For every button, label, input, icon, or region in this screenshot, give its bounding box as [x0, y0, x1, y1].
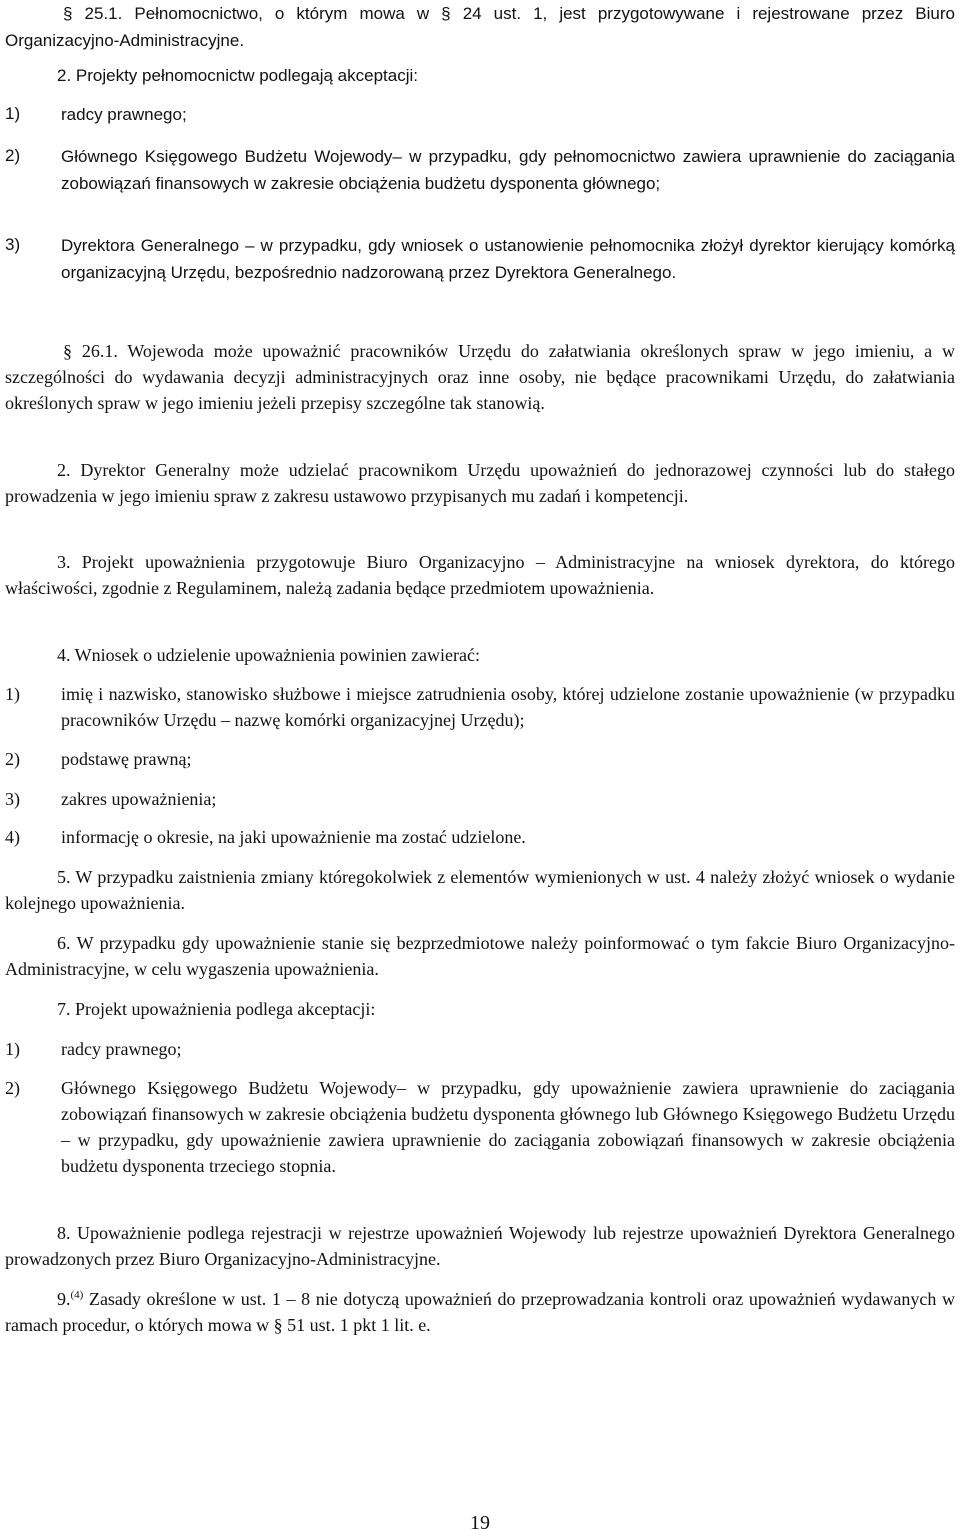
- list-item: 4) informację o okresie, na jaki upoważnienie ma zostać udzielone.: [5, 827, 526, 847]
- paragraph-26-6: 6. W przypadku gdy upoważnienie stanie się bezprzedmiotowe należy poinformować o tym fakcie Biuro Organizacyjno-Administracyjne, w celu wygaszenia upoważnienia.: [5, 933, 955, 979]
- footnote-marker: (4): [70, 1289, 84, 1301]
- paragraph-26-2: 2. Dyrektor Generalny może udzielać pracownikom Urzędu upoważnień do jednorazowej czynności lub do stałego prowadzenia w jego imieniu spraw z zakresu ustawowo przypisanych mu zadań i kompetencji.: [5, 460, 955, 506]
- paragraph-26-9: 9.$^{(4)}$ Zasady określone w ust. 1 – 8 nie dotyczą upoważnień do przeprowadzania kontroli oraz upoważnień wydawanych w ramach procedur, o których mowa w § 51 ust. 1 pkt 1 lit. e.: [5, 1289, 955, 1335]
- list-item: 3) zakres upoważnienia;: [5, 789, 217, 809]
- list-item: 1) radcy prawnego;: [5, 104, 187, 124]
- list-item: 1) imię i nazwisko, stanowisko służbowe i miejsce zatrudnienia osoby, której udzielone zostanie upoważnienie (w przypadku pracowników Urzędu – nazwę komórki organizacyjnej Urzędu);: [5, 684, 955, 730]
- paragraph-25-1: § 25.1. Pełnomocnictwo, o którym mowa w § 24 ust. 1, jest przygotowywane i rejestrowane przez Biuro Organizacyjno-Administracyjne.: [5, 4, 955, 50]
- paragraph-26-7: 7. Projekt upoważnienia podlega akceptacji:: [57, 999, 376, 1019]
- paragraph-25-2: 2. Projekty pełnomocnictw podlegają akceptacji:: [57, 66, 418, 85]
- paragraph-26-1: § 26.1. Wojewoda może upoważnić pracowników Urzędu do załatwiania określonych spraw w jego imieniu, a w szczególności do wydawania decyzji administracyjnych oraz inne osoby, nie będące pracownikami Urzędu, do załatwiania określonych spraw w jego imieniu jeżeli przepisy szczególne tak stanowią.: [5, 341, 955, 413]
- paragraph-26-3: 3. Projekt upoważnienia przygotowuje Biuro Organizacyjno – Administracyjne na wniosek dyrektora, do którego właściwości, zgodnie z Regulaminem, należą zadania będące przedmiotem upoważnienia.: [5, 552, 955, 598]
- list-item: 2) Głównego Księgowego Budżetu Wojewody– w przypadku, gdy pełnomocnictwo zawiera uprawnienie do zaciągania zobowiązań finansowych w zakresie obciążenia budżetu dysponenta głównego;: [5, 146, 955, 193]
- list-item: 2) podstawę prawną;: [5, 749, 192, 769]
- paragraph-26-4: 4. Wniosek o udzielenie upoważnienia powinien zawierać:: [57, 645, 481, 665]
- list-item: 2) Głównego Księgowego Budżetu Wojewody– w przypadku, gdy upoważnienie zawiera uprawnienie do zaciągania zobowiązań finansowych w zakresie obciążenia budżetu dysponenta głównego lub Głównego Księgowego Budżetu Urzędu – w przypadku, gdy upoważnienie zawiera uprawnienie do zaciągania zobowiązań finansowych w zakresie obciążenia budżetu dysponenta trzeciego stopnia.: [5, 1078, 955, 1176]
- list-item: 1) radcy prawnego;: [5, 1039, 182, 1059]
- paragraph-26-8: 8. Upoważnienie podlega rejestracji w rejestrze upoważnień Wojewody lub rejestrze upoważnień Dyrektora Generalnego prowadzonych przez Biuro Organizacyjno-Administracyjne.: [5, 1223, 955, 1269]
- paragraph-26-5: 5. W przypadku zaistnienia zmiany któregokolwiek z elementów wymienionych w ust. 4 należy złożyć wniosek o wydanie kolejnego upoważnienia.: [5, 867, 955, 913]
- page-number: 19: [470, 1512, 490, 1534]
- list-item: 3) Dyrektora Generalnego – w przypadku, gdy wniosek o ustanowienie pełnomocnika złożył dyrektor kierujący komórką organizacyjną Urzędu, bezpośrednio nadzorowaną przez Dyrektora Generalnego.: [5, 235, 955, 282]
